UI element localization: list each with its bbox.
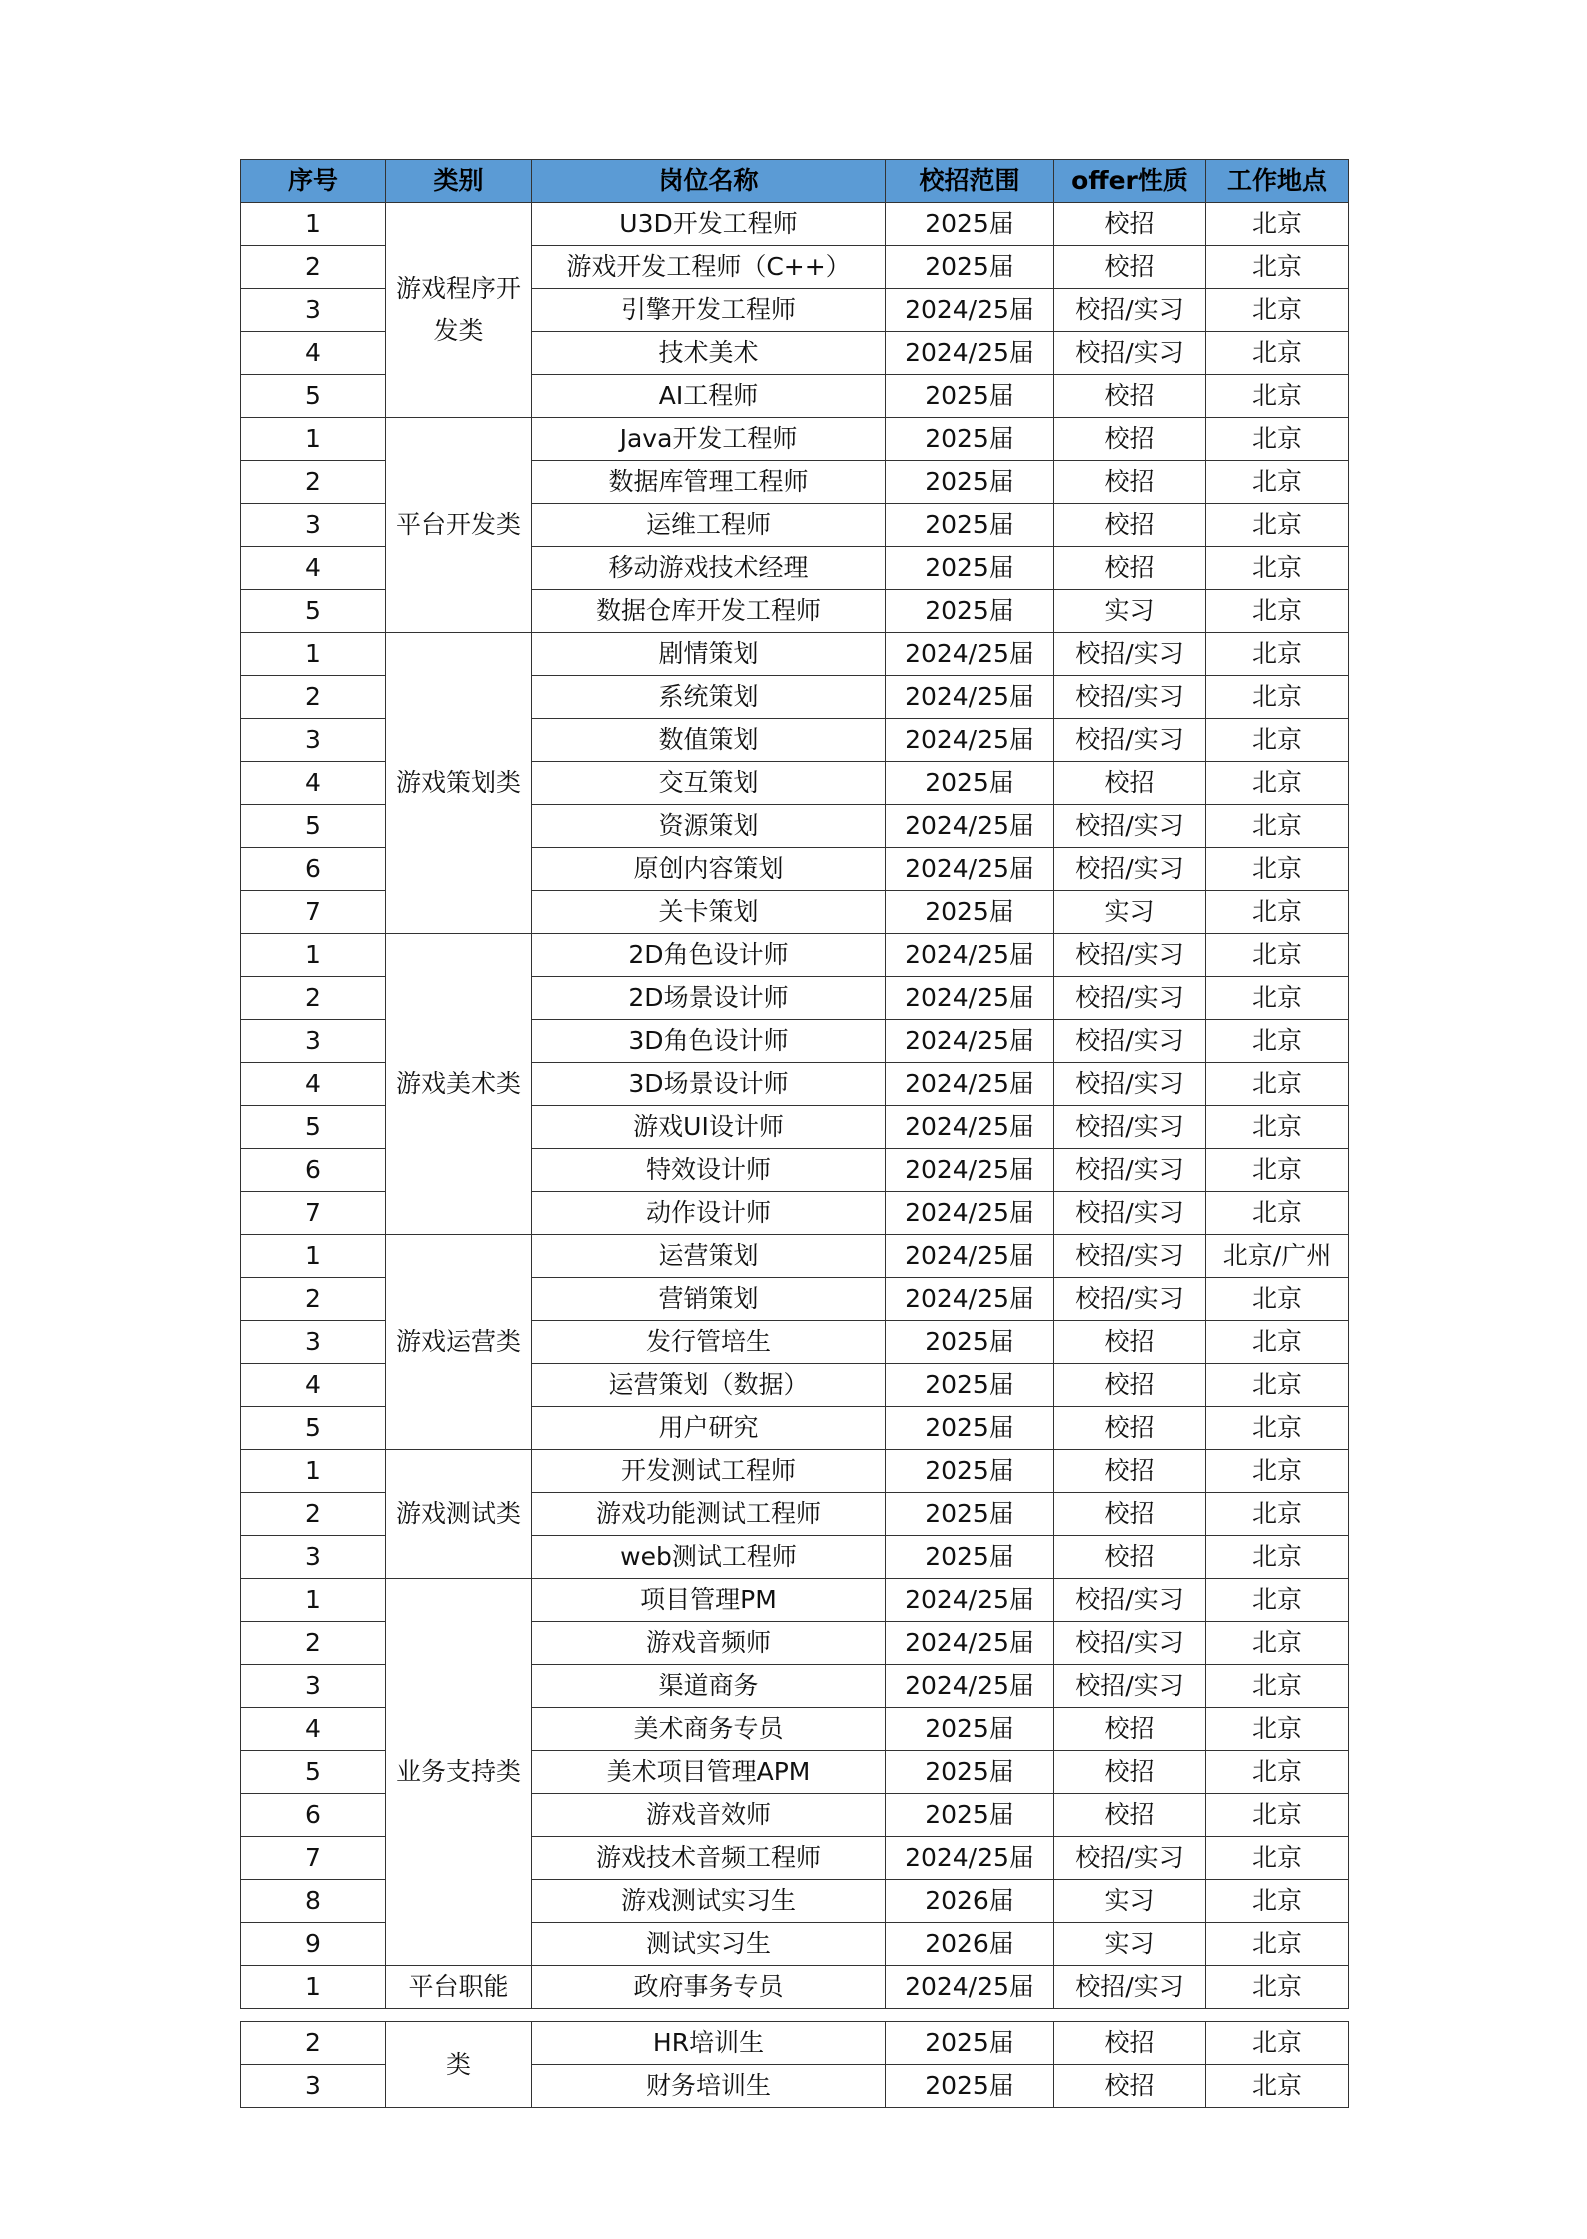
cell-index: 5 [241,1106,386,1149]
cell-position: 游戏功能测试工程师 [532,1493,886,1536]
cell-location: 北京 [1206,1794,1349,1837]
cell-index: 5 [241,590,386,633]
cell-index: 4 [241,1708,386,1751]
cell-index: 2 [241,2022,386,2065]
cell-index: 2 [241,676,386,719]
cell-offer-type: 校招/实习 [1054,1278,1206,1321]
cell-location: 北京 [1206,1751,1349,1794]
cell-position: 数值策划 [532,719,886,762]
cell-range: 2025届 [886,590,1054,633]
cell-category: 业务支持类 [386,1579,532,1966]
cell-position: 游戏音效师 [532,1794,886,1837]
header-row [241,160,1349,203]
cell-range: 2024/25届 [886,289,1054,332]
cell-position: 政府事务专员 [532,1966,886,2009]
cell-location: 北京 [1206,1192,1349,1235]
cell-location: 北京 [1206,332,1349,375]
cell-location: 北京 [1206,1063,1349,1106]
cell-range: 2024/25届 [886,1278,1054,1321]
table-row [241,2022,1349,2065]
cell-location: 北京 [1206,1880,1349,1923]
cell-position: 3D场景设计师 [532,1063,886,1106]
cell-range: 2026届 [886,1880,1054,1923]
cell-range: 2025届 [886,1751,1054,1794]
cell-range: 2024/25届 [886,1622,1054,1665]
cell-offer-type: 校招/实习 [1054,1063,1206,1106]
cell-position: 游戏音频师 [532,1622,886,1665]
header-location: 工作地点 [1206,160,1349,203]
cell-offer-type: 校招 [1054,1536,1206,1579]
cell-position: 运营策划（数据） [532,1364,886,1407]
cell-position: AI工程师 [532,375,886,418]
table-row [241,1450,1349,1493]
cell-range: 2024/25届 [886,1020,1054,1063]
cell-index: 2 [241,1493,386,1536]
cell-location: 北京 [1206,1106,1349,1149]
cell-offer-type: 校招/实习 [1054,1192,1206,1235]
cell-offer-type: 校招 [1054,203,1206,246]
cell-offer-type: 校招 [1054,1450,1206,1493]
cell-index: 2 [241,1278,386,1321]
cell-index: 1 [241,1450,386,1493]
cell-index: 3 [241,719,386,762]
cell-location: 北京 [1206,1665,1349,1708]
cell-index: 2 [241,1622,386,1665]
cell-position: HR培训生 [532,2022,886,2065]
cell-index: 6 [241,1794,386,1837]
cell-range: 2024/25届 [886,633,1054,676]
cell-location: 北京 [1206,1020,1349,1063]
cell-location: 北京 [1206,1923,1349,1966]
cell-position: 移动游戏技术经理 [532,547,886,590]
cell-range: 2025届 [886,1450,1054,1493]
cell-position: 财务培训生 [532,2065,886,2108]
cell-position: 特效设计师 [532,1149,886,1192]
cell-offer-type: 校招/实习 [1054,1235,1206,1278]
cell-offer-type: 校招/实习 [1054,1966,1206,2009]
cell-index: 1 [241,1235,386,1278]
cell-index: 7 [241,891,386,934]
cell-range: 2025届 [886,1321,1054,1364]
cell-position: 游戏开发工程师（C++） [532,246,886,289]
cell-index: 3 [241,1536,386,1579]
cell-category: 游戏策划类 [386,633,532,934]
cell-offer-type: 校招 [1054,1794,1206,1837]
table-row [241,418,1349,461]
cell-category: 游戏程序开发类 [386,203,532,418]
cell-offer-type: 实习 [1054,1923,1206,1966]
cell-position: 游戏测试实习生 [532,1880,886,1923]
cell-index: 1 [241,418,386,461]
positions-table-continued [240,2021,1349,2108]
cell-range: 2024/25届 [886,1149,1054,1192]
cell-location: 北京/广州 [1206,1235,1349,1278]
cell-offer-type: 校招 [1054,418,1206,461]
cell-index: 3 [241,1665,386,1708]
cell-position: Java开发工程师 [532,418,886,461]
cell-range: 2024/25届 [886,1837,1054,1880]
table-row [241,1579,1349,1622]
cell-offer-type: 校招/实习 [1054,676,1206,719]
cell-range: 2025届 [886,1407,1054,1450]
cell-range: 2024/25届 [886,1665,1054,1708]
cell-position: 剧情策划 [532,633,886,676]
cell-range: 2025届 [886,1536,1054,1579]
cell-position: 关卡策划 [532,891,886,934]
positions-table [240,159,1349,2009]
cell-range: 2024/25届 [886,977,1054,1020]
cell-location: 北京 [1206,1493,1349,1536]
cell-range: 2024/25届 [886,1192,1054,1235]
cell-range: 2025届 [886,1708,1054,1751]
cell-location: 北京 [1206,246,1349,289]
cell-location: 北京 [1206,676,1349,719]
cell-location: 北京 [1206,418,1349,461]
header-offer-type: offer性质 [1054,160,1206,203]
cell-offer-type: 校招 [1054,1364,1206,1407]
cell-location: 北京 [1206,1837,1349,1880]
cell-range: 2024/25届 [886,676,1054,719]
cell-range: 2024/25届 [886,1106,1054,1149]
cell-position: 运维工程师 [532,504,886,547]
cell-position: 游戏技术音频工程师 [532,1837,886,1880]
cell-range: 2024/25届 [886,719,1054,762]
cell-range: 2024/25届 [886,1579,1054,1622]
cell-location: 北京 [1206,590,1349,633]
header-range: 校招范围 [886,160,1054,203]
cell-offer-type: 校招 [1054,375,1206,418]
cell-offer-type: 校招/实习 [1054,934,1206,977]
cell-location: 北京 [1206,1149,1349,1192]
cell-range: 2025届 [886,1794,1054,1837]
cell-offer-type: 校招/实习 [1054,977,1206,1020]
cell-position: 用户研究 [532,1407,886,1450]
cell-offer-type: 校招 [1054,1708,1206,1751]
cell-location: 北京 [1206,1622,1349,1665]
cell-offer-type: 校招/实习 [1054,1665,1206,1708]
cell-location: 北京 [1206,289,1349,332]
cell-index: 5 [241,375,386,418]
cell-range: 2024/25届 [886,805,1054,848]
cell-location: 北京 [1206,891,1349,934]
cell-position: 资源策划 [532,805,886,848]
cell-location: 北京 [1206,848,1349,891]
cell-position: 2D角色设计师 [532,934,886,977]
cell-index: 1 [241,1579,386,1622]
cell-offer-type: 校招/实习 [1054,332,1206,375]
cell-index: 1 [241,934,386,977]
cell-index: 7 [241,1837,386,1880]
cell-index: 6 [241,848,386,891]
table-row [241,633,1349,676]
cell-offer-type: 校招 [1054,1321,1206,1364]
cell-location: 北京 [1206,203,1349,246]
cell-category: 类 [386,2022,532,2108]
cell-range: 2026届 [886,1923,1054,1966]
cell-range: 2025届 [886,375,1054,418]
cell-location: 北京 [1206,977,1349,1020]
cell-offer-type: 校招/实习 [1054,805,1206,848]
cell-index: 2 [241,246,386,289]
cell-position: 美术商务专员 [532,1708,886,1751]
cell-category: 游戏美术类 [386,934,532,1235]
cell-offer-type: 实习 [1054,891,1206,934]
cell-offer-type: 校招/实习 [1054,1622,1206,1665]
cell-offer-type: 实习 [1054,1880,1206,1923]
cell-position: 项目管理PM [532,1579,886,1622]
cell-offer-type: 校招/实习 [1054,289,1206,332]
cell-index: 5 [241,1751,386,1794]
cell-range: 2025届 [886,504,1054,547]
cell-category: 游戏运营类 [386,1235,532,1450]
cell-position: 引擎开发工程师 [532,289,886,332]
cell-location: 北京 [1206,1450,1349,1493]
cell-range: 2025届 [886,1493,1054,1536]
cell-offer-type: 校招 [1054,2065,1206,2108]
cell-offer-type: 校招 [1054,1493,1206,1536]
cell-position: 数据仓库开发工程师 [532,590,886,633]
header-position: 岗位名称 [532,160,886,203]
cell-index: 4 [241,332,386,375]
cell-index: 4 [241,1364,386,1407]
cell-offer-type: 校招 [1054,504,1206,547]
cell-location: 北京 [1206,1708,1349,1751]
cell-offer-type: 校招/实习 [1054,1579,1206,1622]
cell-location: 北京 [1206,1966,1349,2009]
cell-category: 平台开发类 [386,418,532,633]
cell-index: 3 [241,2065,386,2108]
cell-offer-type: 校招 [1054,1407,1206,1450]
cell-offer-type: 校招/实习 [1054,848,1206,891]
cell-location: 北京 [1206,719,1349,762]
cell-location: 北京 [1206,762,1349,805]
cell-position: 发行管培生 [532,1321,886,1364]
cell-location: 北京 [1206,2065,1349,2108]
cell-position: 测试实习生 [532,1923,886,1966]
cell-position: 交互策划 [532,762,886,805]
cell-range: 2025届 [886,1364,1054,1407]
cell-offer-type: 校招/实习 [1054,1020,1206,1063]
cell-location: 北京 [1206,1536,1349,1579]
cell-range: 2025届 [886,203,1054,246]
cell-location: 北京 [1206,805,1349,848]
cell-offer-type: 校招 [1054,547,1206,590]
cell-position: 美术项目管理APM [532,1751,886,1794]
cell-location: 北京 [1206,547,1349,590]
cell-location: 北京 [1206,504,1349,547]
header-category: 类别 [386,160,532,203]
cell-location: 北京 [1206,1364,1349,1407]
cell-offer-type: 校招/实习 [1054,1149,1206,1192]
cell-index: 4 [241,547,386,590]
cell-offer-type: 校招 [1054,1751,1206,1794]
cell-position: web测试工程师 [532,1536,886,1579]
cell-range: 2025届 [886,418,1054,461]
cell-index: 8 [241,1880,386,1923]
cell-offer-type: 校招 [1054,461,1206,504]
cell-position: 原创内容策划 [532,848,886,891]
cell-index: 1 [241,203,386,246]
cell-position: 2D场景设计师 [532,977,886,1020]
cell-location: 北京 [1206,1579,1349,1622]
cell-position: 渠道商务 [532,1665,886,1708]
cell-offer-type: 校招 [1054,246,1206,289]
cell-index: 3 [241,289,386,332]
cell-index: 3 [241,1321,386,1364]
cell-range: 2024/25届 [886,848,1054,891]
cell-range: 2024/25届 [886,1063,1054,1106]
cell-range: 2024/25届 [886,1966,1054,2009]
cell-position: 技术美术 [532,332,886,375]
cell-location: 北京 [1206,375,1349,418]
cell-range: 2024/25届 [886,934,1054,977]
table-row [241,1235,1349,1278]
cell-index: 6 [241,1149,386,1192]
cell-index: 1 [241,1966,386,2009]
cell-position: 开发测试工程师 [532,1450,886,1493]
cell-offer-type: 校招/实习 [1054,719,1206,762]
cell-index: 7 [241,1192,386,1235]
cell-location: 北京 [1206,2022,1349,2065]
cell-range: 2025届 [886,547,1054,590]
cell-range: 2025届 [886,246,1054,289]
cell-category: 游戏测试类 [386,1450,532,1579]
cell-offer-type: 校招 [1054,762,1206,805]
cell-range: 2025届 [886,762,1054,805]
cell-location: 北京 [1206,1407,1349,1450]
cell-index: 9 [241,1923,386,1966]
cell-position: 游戏UI设计师 [532,1106,886,1149]
cell-index: 3 [241,504,386,547]
cell-range: 2025届 [886,461,1054,504]
cell-position: 运营策划 [532,1235,886,1278]
cell-index: 4 [241,1063,386,1106]
cell-category: 平台职能 [386,1966,532,2009]
cell-location: 北京 [1206,633,1349,676]
cell-index: 5 [241,1407,386,1450]
cell-index: 4 [241,762,386,805]
table-row [241,203,1349,246]
cell-location: 北京 [1206,1321,1349,1364]
cell-position: 动作设计师 [532,1192,886,1235]
cell-location: 北京 [1206,1278,1349,1321]
table-row [241,1966,1349,2009]
cell-location: 北京 [1206,461,1349,504]
cell-offer-type: 校招 [1054,2022,1206,2065]
cell-range: 2025届 [886,2065,1054,2108]
cell-offer-type: 校招/实习 [1054,633,1206,676]
cell-index: 3 [241,1020,386,1063]
cell-index: 1 [241,633,386,676]
cell-position: 营销策划 [532,1278,886,1321]
cell-index: 2 [241,977,386,1020]
cell-range: 2025届 [886,891,1054,934]
header-index: 序号 [241,160,386,203]
cell-position: 3D角色设计师 [532,1020,886,1063]
cell-range: 2024/25届 [886,332,1054,375]
cell-location: 北京 [1206,934,1349,977]
cell-range: 2025届 [886,2022,1054,2065]
cell-index: 5 [241,805,386,848]
cell-position: 系统策划 [532,676,886,719]
cell-range: 2024/25届 [886,1235,1054,1278]
table-row [241,934,1349,977]
cell-offer-type: 校招/实习 [1054,1106,1206,1149]
cell-offer-type: 校招/实习 [1054,1837,1206,1880]
cell-offer-type: 实习 [1054,590,1206,633]
cell-position: 数据库管理工程师 [532,461,886,504]
cell-index: 2 [241,461,386,504]
cell-position: U3D开发工程师 [532,203,886,246]
